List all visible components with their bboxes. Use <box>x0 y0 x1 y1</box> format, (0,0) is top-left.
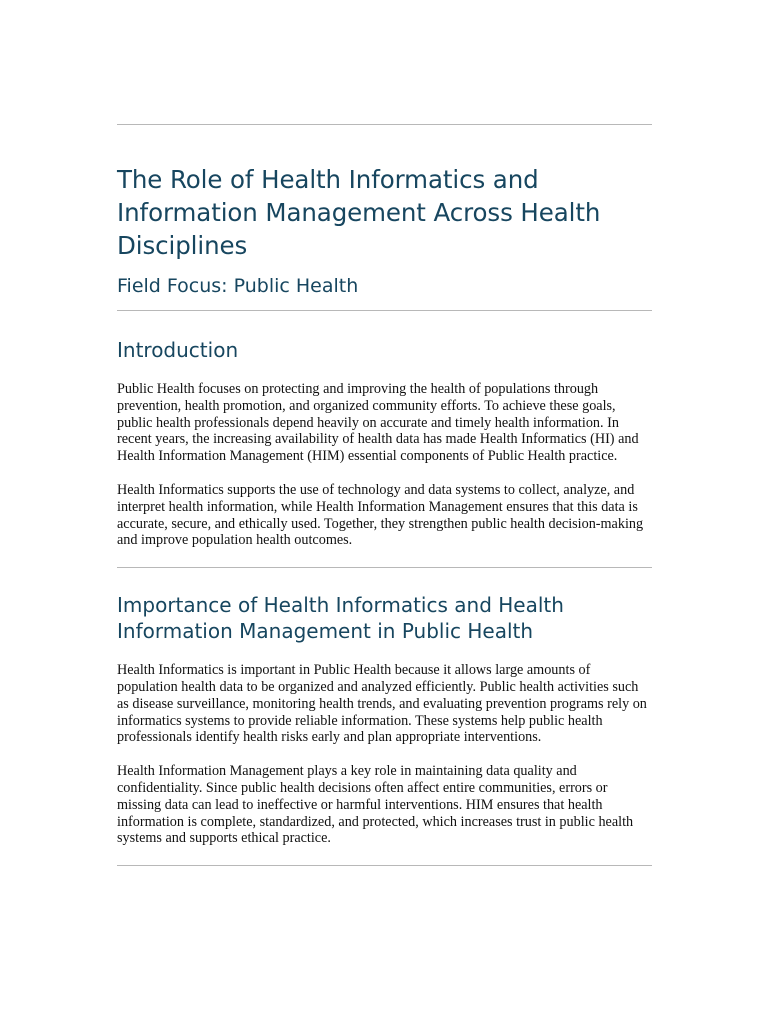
document-title: The Role of Health Informatics and Information Management Across Health Disciplines <box>117 165 601 260</box>
bottom-divider <box>117 865 652 866</box>
document-page <box>117 124 652 866</box>
top-divider <box>117 124 652 125</box>
section-importance <box>117 592 652 847</box>
section-introduction <box>117 337 652 549</box>
paragraph: Health Informatics is important in Public Health because it allows large amounts of population health data to be organized and analyzed efficiently. Public health activities such as disease surveillance, monitoring health trends, and evaluating prevention programs rely on informatics systems to provide reliable information. These systems help public health professionals identify health risks early and plan appropriate interventions. <box>117 662 647 746</box>
section-heading: Importance of Health Informatics and Health Information Management in Public Health <box>117 593 564 644</box>
subtitle-divider <box>117 310 652 311</box>
document-subtitle: Field Focus: Public Health <box>117 275 359 297</box>
paragraph: Health Information Management plays a key role in maintaining data quality and confidentiality. Since public health decisions often affect entire communities, errors or missing data can lead to ineffective or harmful interventions. HIM ensures that health information is complete, standardized, and protected, which increases trust in public health systems and supports ethical practice. <box>117 763 634 847</box>
paragraph: Public Health focuses on protecting and improving the health of populations through prevention, health promotion, and organized community efforts. To achieve these goals, public health professionals depend heavily on accurate and timely health information. In recent years, the increasing availability of health data has made Health Informatics (HI) and Health Information Management (HIM) essential components of Public Health practice. <box>117 381 639 465</box>
section-divider <box>117 567 652 568</box>
paragraph: Health Informatics supports the use of technology and data systems to collect, analyze, and interpret health information, while Health Information Management ensures that this data is accurate, secure, and ethically used. Together, they strengthen public health decision-making and improve population health outcomes. <box>117 481 644 549</box>
section-heading: Introduction <box>117 338 239 362</box>
